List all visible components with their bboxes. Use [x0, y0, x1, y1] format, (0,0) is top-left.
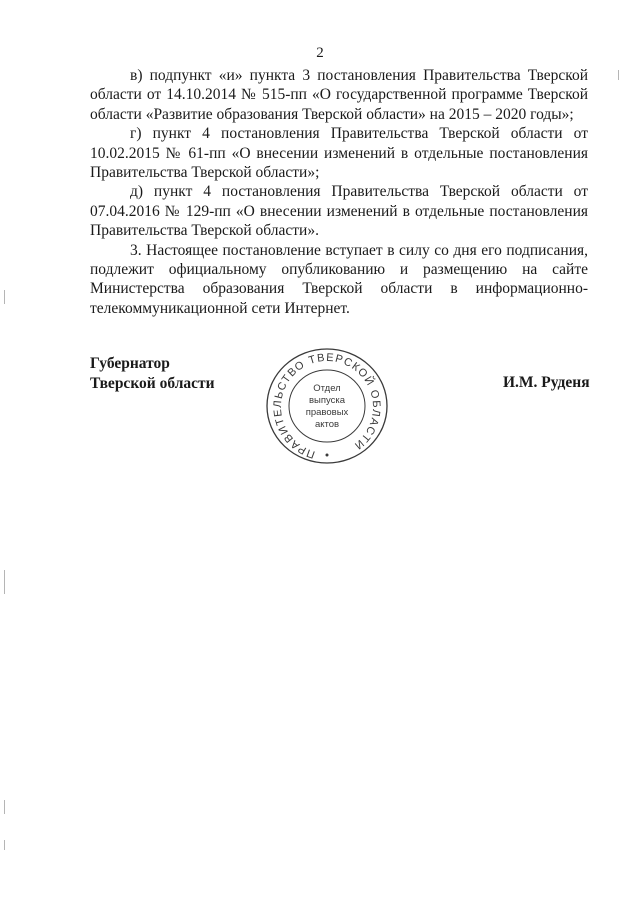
signatory-position-line1: Губернатор	[90, 355, 170, 372]
svg-text:актов: актов	[314, 419, 340, 430]
svg-text:Отдел: Отдел	[313, 383, 341, 394]
margin-scan-mark	[4, 570, 5, 594]
paragraph-item-g: г) пункт 4 постановления Правительства Тверской области от 10.02.2015 № 61-пп «О внесении изменений в отдельные постановления Правительства Тверской области»;	[90, 125, 588, 182]
svg-text:ПРАВИТЕЛЬСТВО ТВЕРСКОЙ ОБЛАСТИ: ПРАВИТЕЛЬСТВО ТВЕРСКОЙ ОБЛАСТИ	[271, 351, 383, 461]
paragraph-item-d: д) пункт 4 постановления Правительства Тверской области от 07.04.2016 № 129-пп «О внесении изменений в отдельные постановления Правительства Тверской области».	[90, 183, 588, 240]
official-seal	[265, 345, 389, 465]
signatory-position	[90, 354, 215, 393]
margin-scan-mark	[4, 800, 5, 814]
margin-scan-mark	[618, 70, 619, 80]
page-number: 2	[316, 45, 324, 61]
paragraph-item-v: в) подпункт «и» пункта 3 постановления Правительства Тверской области от 14.10.2014 № 515-пп «О государственной программе Тверской области «Развитие образования Тверской области» на 2015 – 2020 годы»;	[90, 67, 588, 123]
svg-text:правовых: правовых	[305, 407, 349, 418]
signatory-name: И.М. Руденя	[503, 374, 590, 391]
document-body	[90, 66, 588, 318]
signatory-position-line2: Тверской области	[90, 374, 215, 392]
paragraph-point-3: 3. Настоящее постановление вступает в силу со дня его подписания, подлежит официальному опубликованию и размещению на сайте Министерства образования Тверской области в информационно-телекоммуникационной сети Интернет.	[90, 241, 588, 317]
svg-text:выпуска: выпуска	[308, 395, 346, 406]
margin-scan-mark	[4, 290, 5, 304]
margin-scan-mark	[4, 840, 5, 850]
